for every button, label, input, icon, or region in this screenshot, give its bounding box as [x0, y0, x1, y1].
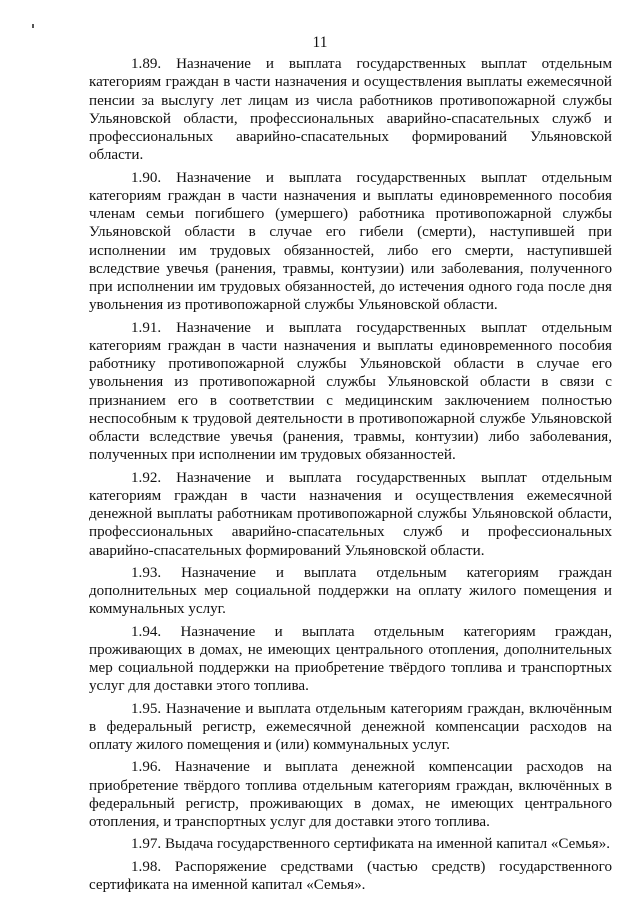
paragraph-1-98: 1.98. Распоряжение средствами (частью средств) государственного сертификата на именной капитал «Семья». — [89, 858, 612, 893]
paragraph-1-93: 1.93. Назначение и выплата отдельным категориям граждан дополнительных мер социальной поддержки на оплату жилого помещения и коммунальных услуг. — [89, 564, 612, 618]
paragraph-1-94: 1.94. Назначение и выплата отдельным категориям граждан, проживающих в домах, не имеющих центрального отопления, дополнительных мер социальной поддержки на приобретение твёрдого топлива и транспортных услуг для доставки этого топлива. — [89, 623, 612, 695]
document-body — [89, 55, 612, 898]
page-number: 11 — [312, 34, 328, 51]
paragraph-1-97: 1.97. Выдача государственного сертификата на именной капитал «Семья». — [131, 836, 611, 853]
paragraph-1-90: 1.90. Назначение и выплата государственных выплат отдельным категориям граждан в части назначения и выплаты единовременного пособия членам семьи погибшего (умершего) работника противопожарной службы Ульяновской области в случае его гибели (смерти), наступившей при исполнении им трудовых обязанностей, либо его смерти, наступившей вследствие увечья (ранения, травмы, контузии) или заболевания, полученного при исполнении им трудовых обязанностей, до истечения одного года после дня увольнения из противопожарной службы Ульяновской области. — [89, 169, 612, 314]
paragraph-1-92: 1.92. Назначение и выплата государственных выплат отдельным категориям граждан в части назначения и осуществления ежемесячной денежной выплаты работникам противопожарной службы Ульяновской области, профессиональных аварийно-спасательных служб и профессиональных аварийно-спасательных формирований Ульяновской области. — [89, 469, 612, 559]
paragraph-1-89: 1.89. Назначение и выплата государственных выплат отдельным категориям граждан в части назначения и осуществления выплаты ежемесячной пенсии за выслугу лет лицам из числа работников противопожарной службы Ульяновской области, профессиональных аварийно-спасательных служб и профессиональных аварийно-спасательных формирований Ульяновской области. — [89, 56, 612, 164]
paragraph-1-91: 1.91. Назначение и выплата государственных выплат отдельным категориям граждан в части назначения и выплаты единовременного пособия работнику противопожарной службы Ульяновской области в случае его увольнения из противопожарной службы Ульяновской области в связи с признанием его в соответствии с медицинским заключением полностью неспособным к трудовой деятельности в противопожарной службе Ульяновской области вследствие увечья (ранения, травмы, контузии) либо заболевания, полученных при исполнении им трудовых обязанностей. — [89, 319, 612, 464]
paragraph-1-95: 1.95. Назначение и выплата отдельным категориям граждан, включённым в федеральный регистр, ежемесячной денежной компенсации расходов на оплату жилого помещения и (или) коммунальных услуг. — [89, 700, 612, 753]
paragraph-1-96: 1.96. Назначение и выплата денежной компенсации расходов на приобретение твёрдого топлива отдельным категориям граждан, включённых в федеральный регистр, проживающих в домах, не имеющих центрального отопления, и транспортных услуг для доставки этого топлива. — [89, 759, 612, 830]
scan-mark — [32, 24, 34, 28]
